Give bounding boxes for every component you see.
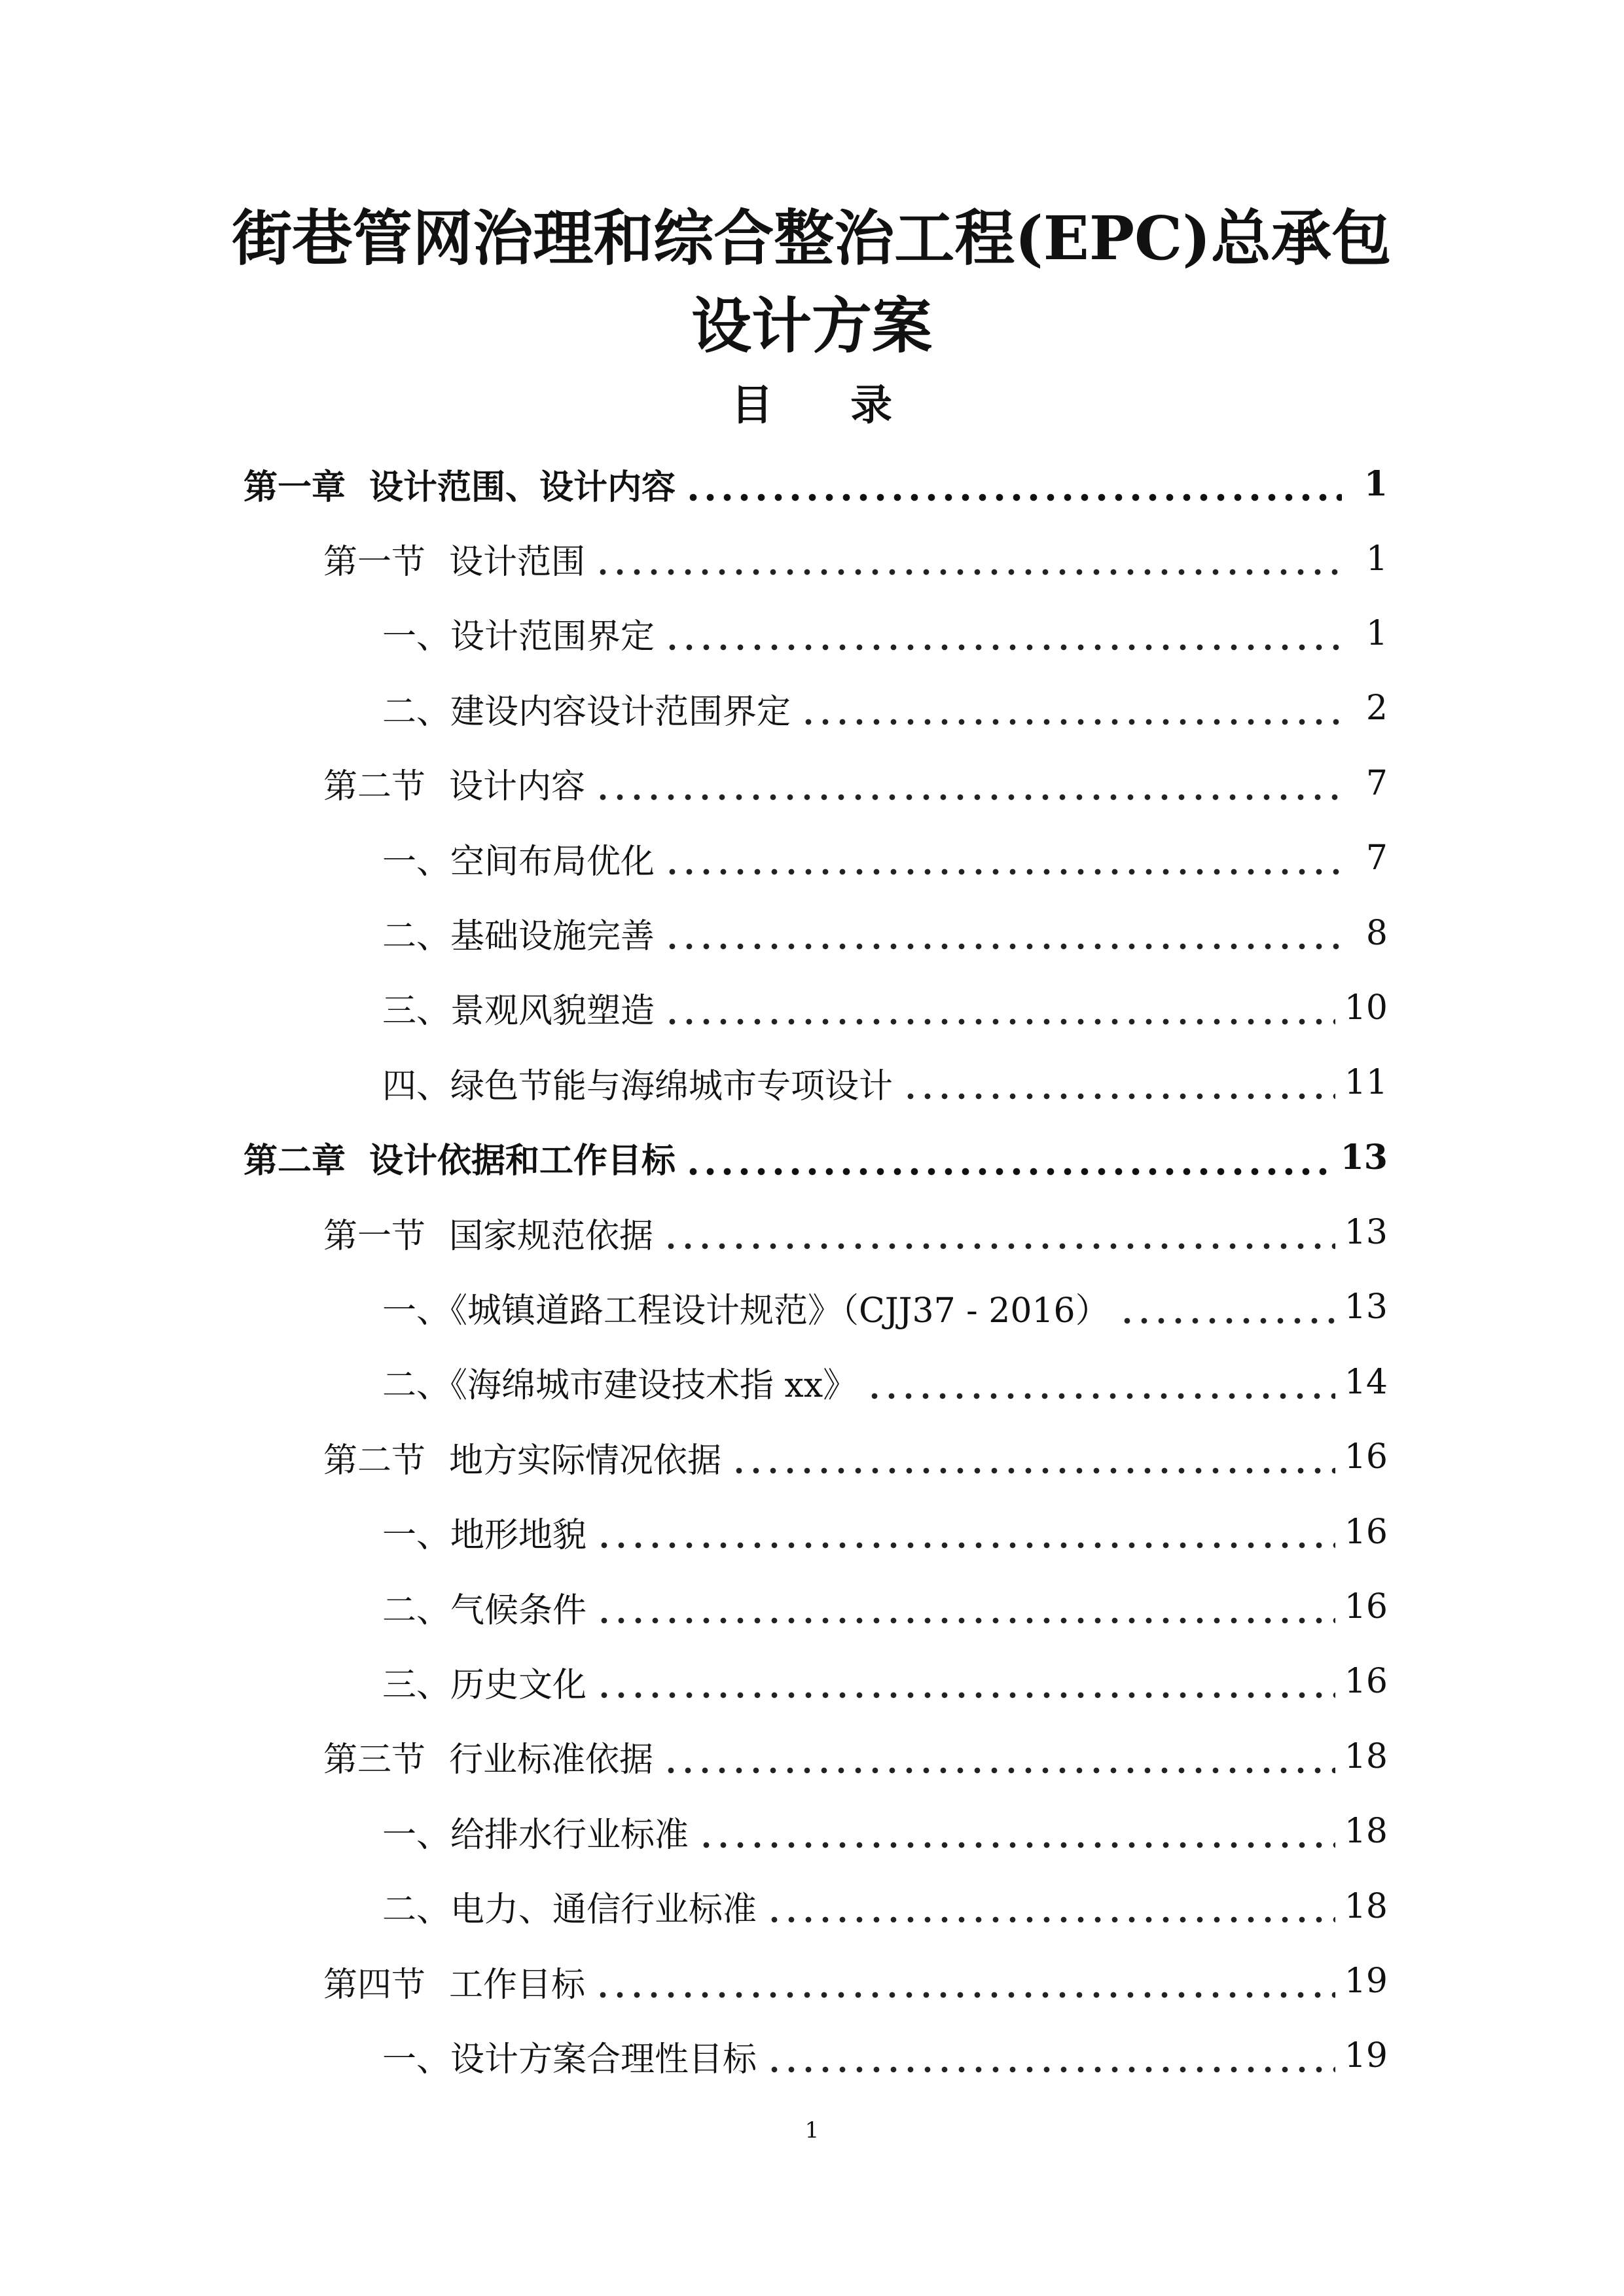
toc-entry[interactable] [244, 446, 1388, 521]
toc-dot-leader [596, 1570, 1335, 1644]
toc-entry-title: 国家规范依据 [449, 1216, 654, 1256]
toc-entry-page: 16 [1344, 1512, 1388, 1552]
toc-dot-leader [596, 1494, 1335, 1569]
toc-entry-page: 7 [1365, 763, 1388, 803]
toc-entry-page: 18 [1344, 1736, 1388, 1776]
toc-entry-page: 18 [1344, 1812, 1388, 1852]
toc-entry-page: 11 [1344, 1063, 1388, 1103]
toc-entry-title: 三、历史文化 [382, 1665, 587, 1705]
toc-dot-leader [664, 895, 1342, 970]
toc-entry-page: 16 [1344, 1437, 1388, 1477]
toc-entry[interactable] [244, 1195, 1388, 1270]
toc-entry[interactable] [244, 746, 1388, 821]
toc-entry-title: 行业标准依据 [449, 1740, 654, 1780]
toc-entry-title: 一、给排水行业标准 [382, 1815, 689, 1855]
toc-entry-title: 一、设计方案合理性目标 [382, 2039, 757, 2079]
toc-dot-leader [1119, 1270, 1335, 1344]
toc-entry[interactable] [244, 1494, 1388, 1569]
toc-entry[interactable] [244, 596, 1388, 671]
toc-entry[interactable] [244, 521, 1388, 596]
toc-entry-page: 16 [1344, 1587, 1388, 1627]
toc-dot-leader [664, 971, 1335, 1045]
toc-entry-title: 二、基础设施完善 [382, 917, 655, 957]
toc-entry-title: 设计范围、设计内容 [369, 467, 676, 507]
toc-entry-page: 7 [1365, 838, 1388, 878]
toc-entry-title: 设计范围 [449, 543, 586, 583]
toc-entry-page: 14 [1344, 1362, 1388, 1402]
toc-dot-leader [662, 1719, 1335, 1794]
toc-entry-number: 第二节 [323, 1441, 426, 1480]
toc-entry[interactable] [244, 1345, 1388, 1420]
toc-entry-number: 第二节 [323, 767, 426, 807]
toc-entry[interactable] [244, 1045, 1388, 1120]
toc-entry-title: 一、空间布局优化 [382, 842, 655, 882]
toc-entry-title: 地方实际情况依据 [449, 1441, 722, 1480]
toc-entry[interactable] [244, 1570, 1388, 1644]
toc-dot-leader [902, 1045, 1335, 1120]
toc-entry-page: 13 [1344, 1287, 1388, 1327]
toc-entry[interactable] [244, 1270, 1388, 1344]
page-number: 1 [804, 2117, 820, 2144]
toc-entry[interactable] [244, 971, 1388, 1045]
toc-entry-title: 二、电力、通信行业标准 [382, 1890, 757, 1930]
toc-dot-leader [594, 1944, 1335, 2018]
toc-entry-title: 设计依据和工作目标 [369, 1141, 676, 1181]
toc-entry[interactable] [244, 895, 1388, 970]
toc-entry-page: 1 [1365, 613, 1388, 653]
toc-entry-title: 一、地形地貌 [382, 1516, 587, 1556]
toc-entry[interactable] [244, 1869, 1388, 1943]
toc-entry-title: 二、建设内容设计范围界定 [382, 692, 791, 732]
toc-entry-number: 第四节 [323, 1965, 426, 2005]
toc-dot-leader [662, 1195, 1335, 1270]
toc-entry-title: 设计内容 [449, 767, 586, 807]
toc-entry-title: 二、气候条件 [382, 1590, 587, 1630]
toc-entry[interactable] [244, 1644, 1388, 1719]
toc-entry-number: 第三节 [323, 1740, 426, 1780]
toc-dot-leader [664, 596, 1342, 671]
toc-entry-title: 二、《海绵城市建设技术指 xx》 [382, 1366, 857, 1406]
toc-dot-leader [698, 1794, 1335, 1869]
toc-entry-page: 1 [1363, 463, 1388, 504]
toc-dot-leader [766, 2018, 1335, 2093]
toc-heading: 目 录 [731, 381, 924, 430]
table-of-contents [244, 446, 1388, 2094]
toc-entry[interactable] [244, 2018, 1388, 2093]
toc-entry[interactable] [244, 671, 1388, 745]
toc-entry-page: 19 [1344, 2036, 1388, 2076]
toc-entry-page: 2 [1365, 689, 1388, 728]
toc-entry-page: 1 [1365, 539, 1388, 579]
toc-dot-leader [594, 746, 1342, 821]
toc-entry-number: 第一节 [323, 1216, 426, 1256]
document-title-line-2: 设计方案 [691, 291, 932, 361]
toc-entry-number: 第二章 [244, 1141, 346, 1181]
toc-entry[interactable] [244, 821, 1388, 895]
toc-entry[interactable] [244, 1719, 1388, 1794]
toc-entry-page: 19 [1344, 1962, 1388, 2001]
toc-entry-page: 8 [1365, 913, 1388, 953]
toc-dot-leader [800, 671, 1342, 745]
toc-entry-page: 13 [1344, 1213, 1388, 1253]
toc-entry-page: 10 [1344, 988, 1388, 1028]
toc-entry[interactable] [244, 1794, 1388, 1869]
toc-entry-page: 18 [1344, 1886, 1388, 1926]
toc-entry[interactable] [244, 1420, 1388, 1494]
toc-dot-leader [731, 1420, 1335, 1494]
toc-entry[interactable] [244, 1121, 1388, 1195]
toc-entry[interactable] [244, 1944, 1388, 2018]
document-title-line-1: 街巷管网治理和综合整治工程(EPC)总承包 [232, 203, 1392, 274]
toc-dot-leader [664, 821, 1342, 895]
toc-entry-title: 一、《城镇道路工程设计规范》（CJJ37 - 2016） [382, 1291, 1110, 1331]
toc-entry-title: 一、设计范围界定 [382, 617, 655, 657]
toc-dot-leader [594, 521, 1342, 596]
toc-entry-title: 四、绿色节能与海绵城市专项设计 [382, 1066, 893, 1106]
toc-entry-number: 第一节 [323, 543, 426, 583]
toc-entry-page: 16 [1344, 1662, 1388, 1702]
toc-entry-number: 第一章 [244, 467, 346, 507]
toc-entry-page: 13 [1340, 1138, 1388, 1178]
toc-dot-leader [766, 1869, 1335, 1943]
toc-dot-leader [685, 446, 1342, 521]
toc-entry-title: 工作目标 [449, 1965, 586, 2005]
toc-dot-leader [596, 1644, 1335, 1719]
toc-dot-leader [866, 1345, 1335, 1420]
toc-entry-title: 三、景观风貌塑造 [382, 992, 655, 1031]
toc-dot-leader [685, 1121, 1331, 1195]
